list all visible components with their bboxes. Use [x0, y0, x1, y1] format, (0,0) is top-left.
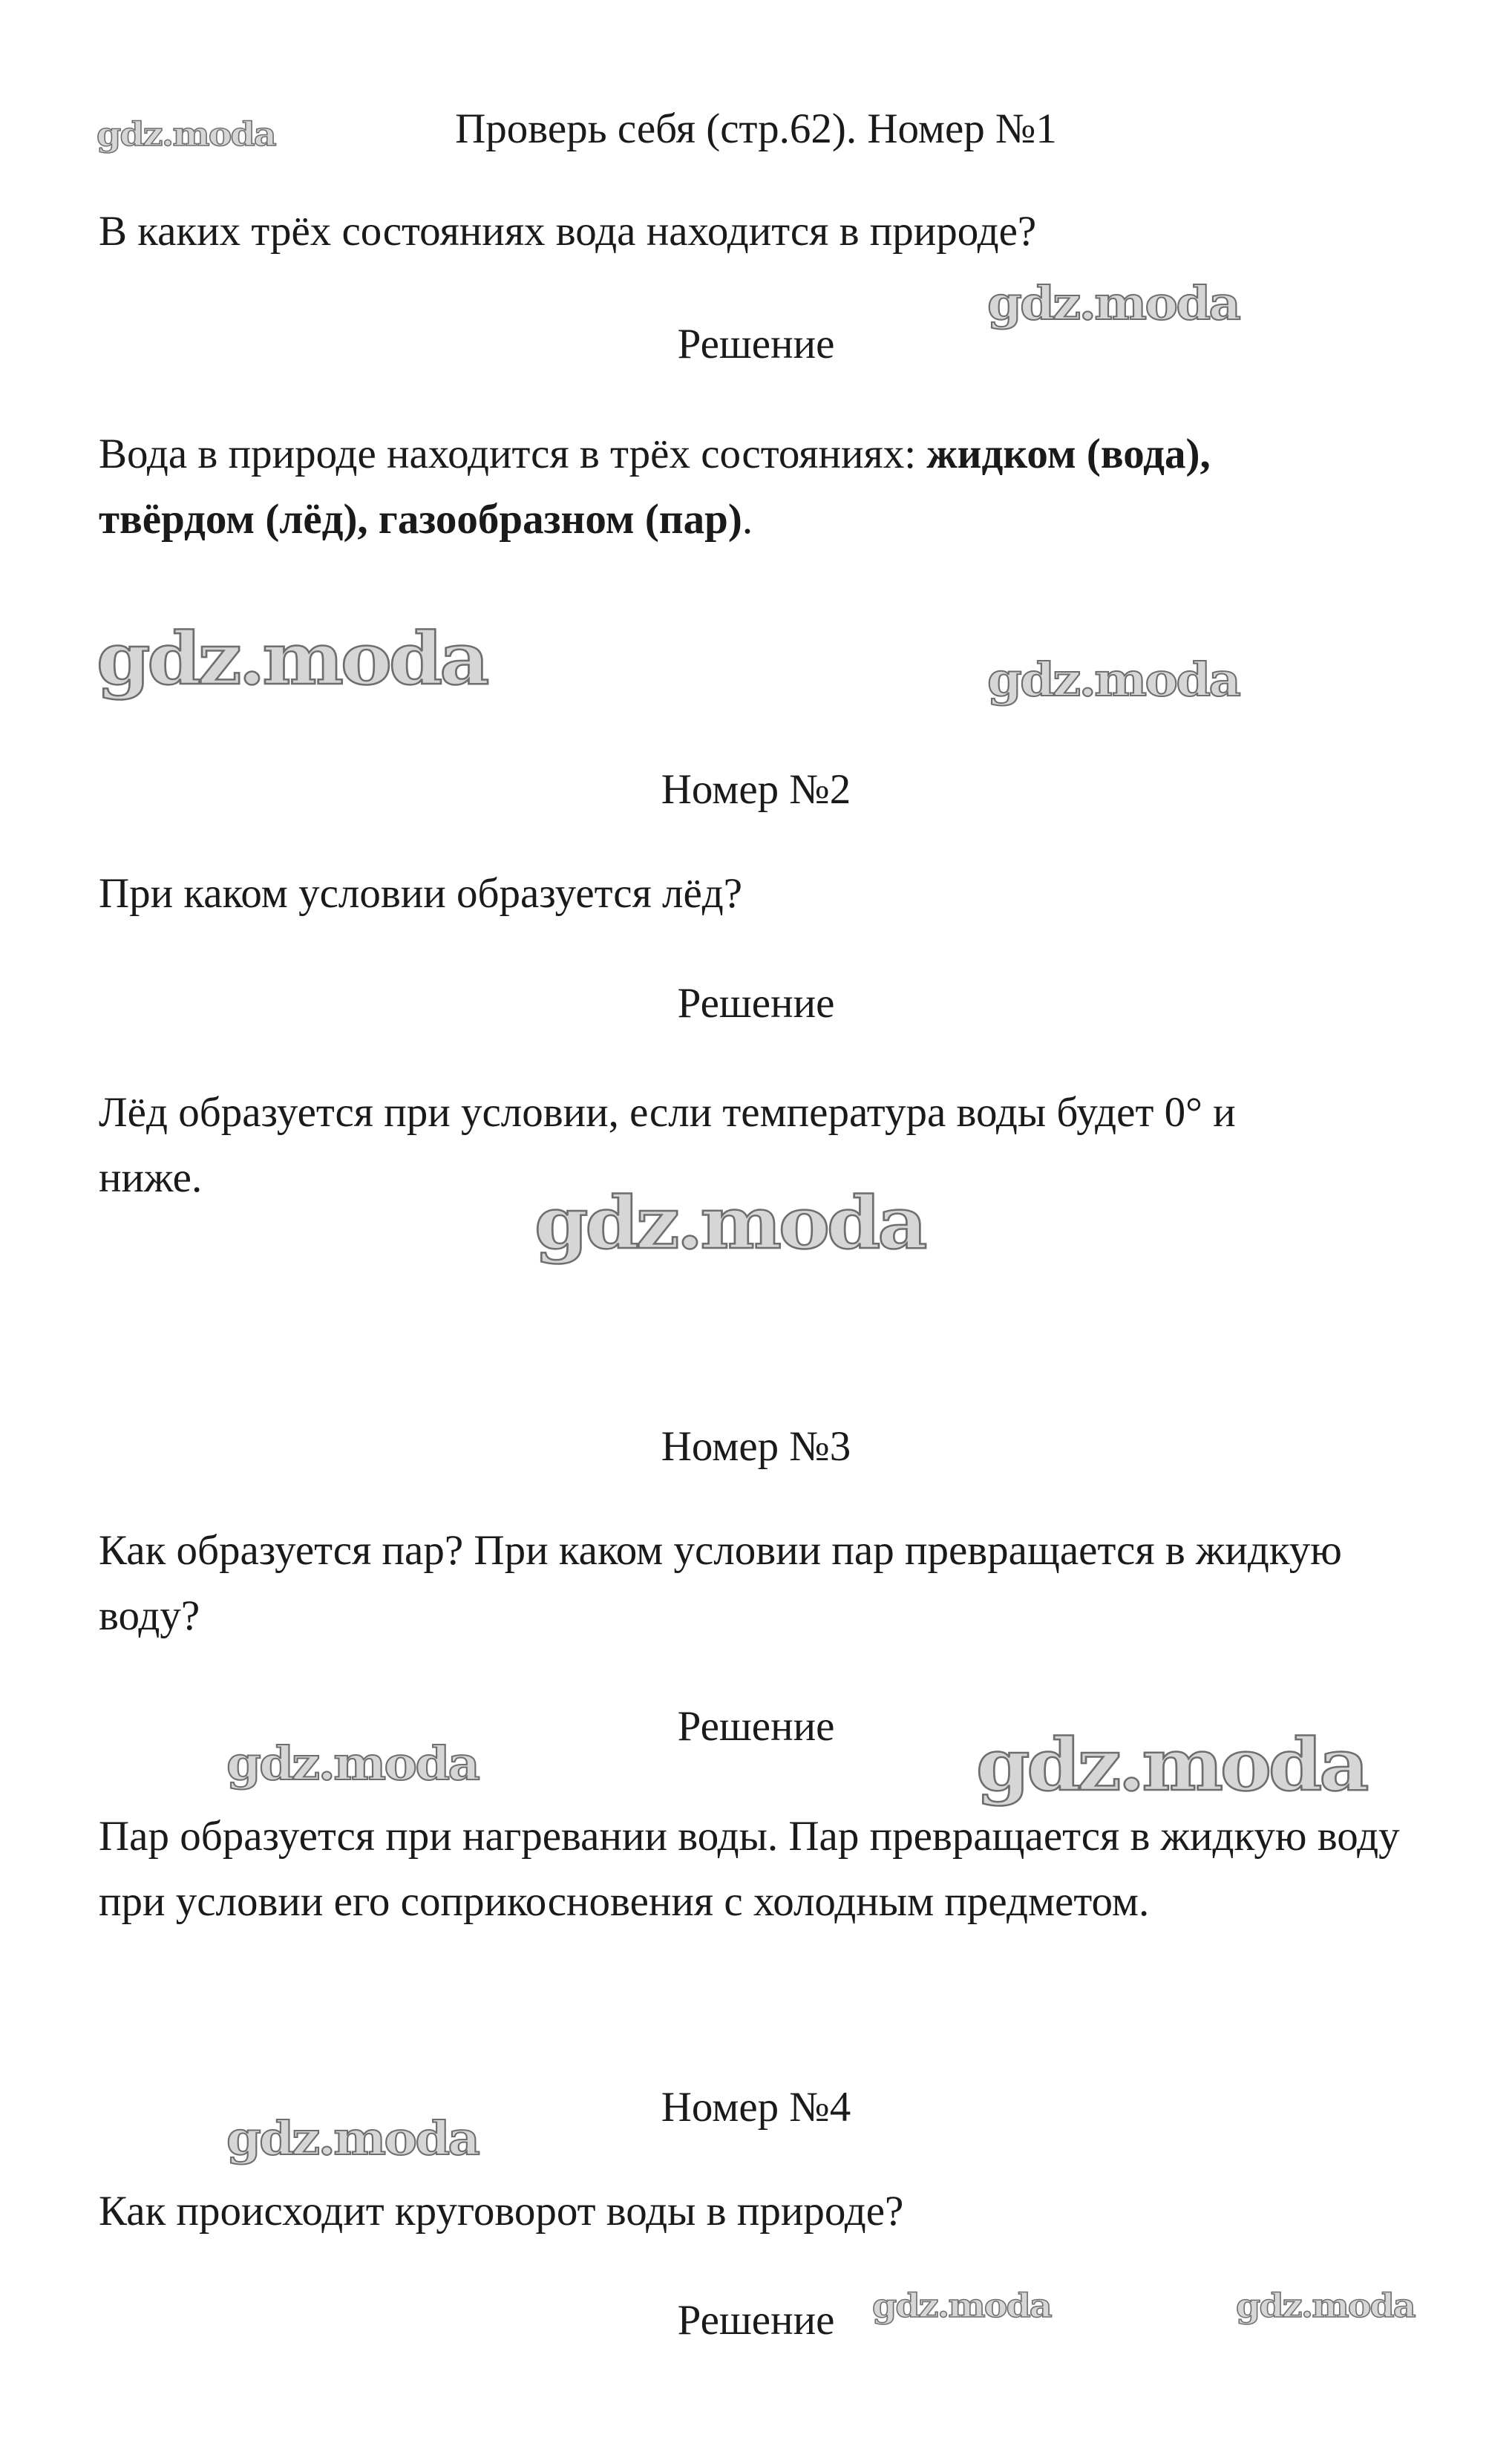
section-1-title: Проверь себя (стр.62). Номер №1: [455, 105, 1057, 152]
section-2-answer: Лёд образуется при условии, если температура воды будет 0° и ниже.: [99, 1089, 1236, 1201]
watermark-logo: gdz.moda: [96, 617, 487, 701]
watermark-logo: gdz.moda: [96, 116, 275, 154]
section-1-question: В каких трёх состояниях вода находится в природе?: [99, 208, 1037, 255]
section-4-solution-label: Решение: [677, 2297, 835, 2344]
watermark-logo: gdz.moda: [534, 1181, 925, 1265]
section-3-question: Как образуется пар? При каком условии пар превращается в жидкую воду?: [99, 1527, 1342, 1639]
section-2-solution-label: Решение: [677, 980, 835, 1027]
section-2-question: При каком условии образуется лёд?: [99, 870, 743, 917]
section-1-answer-bold: жидком (вода), твёрдом (лёд), газообразном (пар): [99, 431, 1211, 543]
section-4-title: Номер №4: [661, 2084, 851, 2131]
watermark-logo: gdz.moda: [226, 2111, 479, 2165]
section-1-answer-suffix: .: [742, 496, 753, 543]
watermark-logo: gdz.moda: [987, 276, 1240, 330]
section-3-answer: Пар образуется при нагревании воды. Пар превращается в жидкую воду при условии его соприкосновения с холодным предметом.: [99, 1813, 1400, 1925]
watermark-logo: gdz.moda: [987, 653, 1240, 707]
section-1-answer-prefix: Вода в природе находится в трёх состояниях:: [99, 431, 927, 477]
watermark-logo: gdz.moda: [226, 1736, 479, 1791]
section-3-solution-label: Решение: [677, 1703, 835, 1750]
watermark-logo: gdz.moda: [872, 2287, 1051, 2325]
section-4-question: Как происходит круговорот воды в природе?: [99, 2188, 904, 2235]
section-3-title: Номер №3: [661, 1423, 851, 1470]
section-2-title: Номер №2: [661, 766, 851, 813]
section-1-answer: [99, 422, 1361, 552]
watermark-logo: gdz.moda: [976, 1723, 1367, 1807]
watermark-logo: gdz.moda: [1236, 2287, 1415, 2325]
section-1-solution-label: Решение: [677, 321, 835, 367]
